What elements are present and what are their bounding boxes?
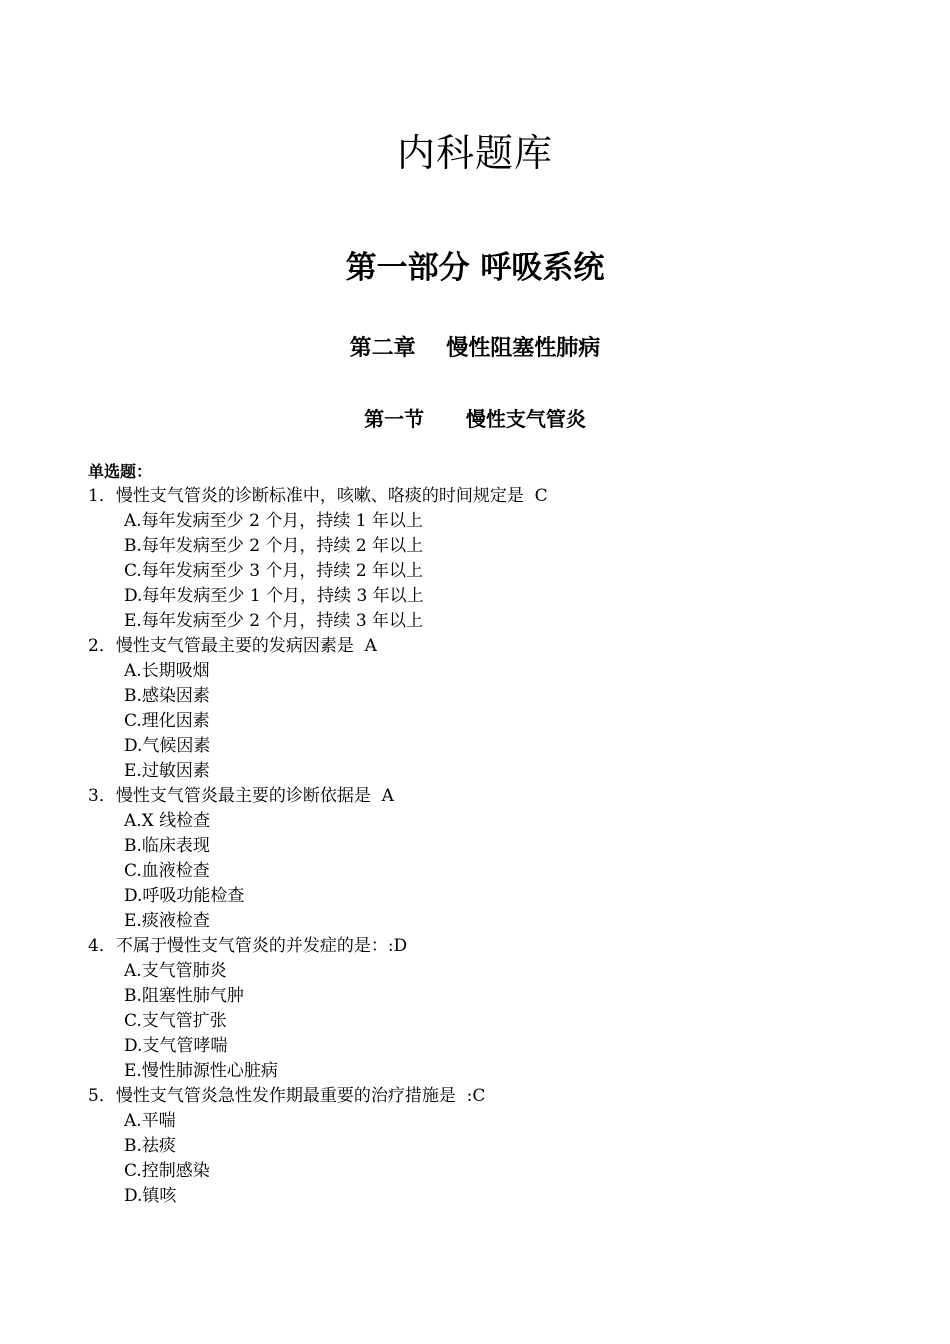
question-item	[88, 1084, 888, 1209]
option-a: A.X 线检查	[124, 811, 211, 831]
option-b: B.临床表现	[124, 836, 210, 856]
option-a: A.平喘	[124, 1111, 176, 1131]
option-e: E.每年发病至少 2 个月，持续 3 年以上	[124, 611, 424, 631]
option-c: C.理化因素	[124, 711, 210, 731]
option-a: A.每年发病至少 2 个月，持续 1 年以上	[124, 511, 423, 531]
document-title: 内科题库	[396, 131, 553, 175]
option-a: A.支气管肺炎	[124, 961, 227, 981]
option-c: C.血液检查	[124, 861, 210, 881]
option-d: D.呼吸功能检查	[124, 886, 245, 906]
option-e: E.过敏因素	[124, 761, 210, 781]
option-b: B.每年发病至少 2 个月，持续 2 年以上	[124, 536, 424, 556]
option-d: D.每年发病至少 1 个月，持续 3 年以上	[124, 586, 424, 606]
question-text: 4．不属于慢性支气管炎的并发症的是：:D	[88, 936, 408, 956]
section-heading: 第一节 慢性支气管炎	[364, 407, 586, 431]
option-c: C.控制感染	[124, 1161, 210, 1181]
question-item	[88, 784, 888, 934]
question-item	[88, 484, 888, 634]
option-c: C.支气管扩张	[124, 1011, 227, 1031]
chapter-heading: 第二章 慢性阻塞性肺病	[349, 336, 601, 361]
option-b: B.祛痰	[124, 1136, 176, 1156]
option-d: D.气候因素	[124, 736, 211, 756]
question-text: 1．慢性支气管炎的诊断标准中，咳嗽、咯痰的时间规定是 C	[88, 486, 548, 506]
question-item	[88, 634, 888, 784]
option-e: E.痰液检查	[124, 911, 210, 931]
option-d: D.镇咳	[124, 1186, 177, 1206]
option-e: E.慢性肺源性心脏病	[124, 1061, 278, 1081]
part-heading: 第一部分 呼吸系统	[345, 250, 605, 286]
option-b: B.阻塞性肺气肿	[124, 986, 244, 1006]
option-c: C.每年发病至少 3 个月，持续 2 年以上	[124, 561, 424, 581]
question-text: 5．慢性支气管炎急性发作期最重要的治疗措施是 :C	[88, 1086, 486, 1106]
question-type-label: 单选题：	[88, 462, 153, 481]
question-text: 3．慢性支气管炎最主要的诊断依据是 A	[88, 786, 394, 806]
option-b: B.感染因素	[124, 686, 210, 706]
option-d: D.支气管哮喘	[124, 1036, 228, 1056]
question-item	[88, 934, 888, 1084]
question-text: 2．慢性支气管最主要的发病因素是 A	[88, 636, 377, 656]
question-list	[88, 459, 888, 1209]
option-a: A.长期吸烟	[124, 661, 210, 681]
